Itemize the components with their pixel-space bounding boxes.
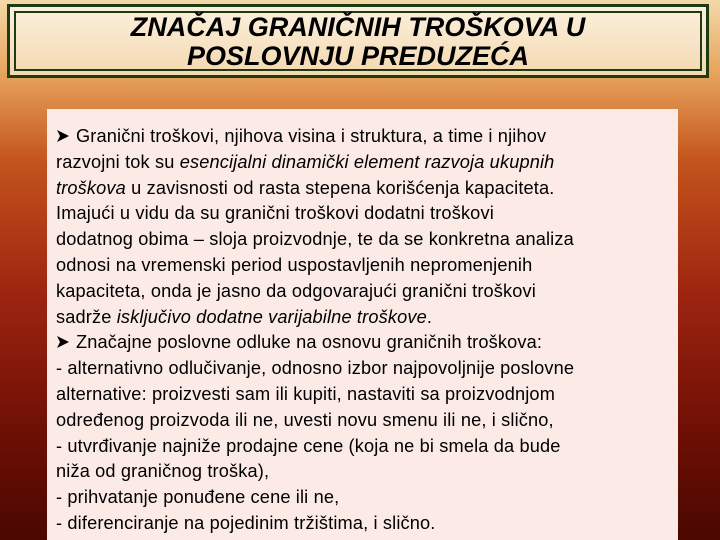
- text-line-5: dodatnog obima – sloja proizvodnje, te da se konkretna analiza: [56, 229, 574, 250]
- text-line-4: Imajući u vidu da su granični troškovi dodatni troškovi: [56, 203, 494, 224]
- text-line-2: [56, 150, 670, 176]
- text-line-3-italic: troškova: [56, 177, 126, 198]
- text-line-15: - prihvatanje ponuđene cene ili ne,: [56, 487, 340, 508]
- arrow-bullet-icon: [56, 129, 70, 143]
- arrow-bullet-icon: [56, 335, 70, 349]
- slide-title-line-1: ZNAČAJ GRANIČNIH TROŠKOVA U: [130, 12, 586, 42]
- text-line-13: - utvrđivanje najniže prodajne cene (koja ne bi smela da bude: [56, 435, 561, 456]
- title-frame: [7, 4, 709, 78]
- text-line-1: [56, 124, 670, 150]
- text-line-8-italic: isključivo dodatne varijabilne troškove: [116, 306, 427, 327]
- slide-title-line-2: POSLOVNJU PREDUZEĆA: [186, 41, 530, 71]
- text-line-2-plain: razvojni tok su: [56, 151, 180, 172]
- text-line-3: [56, 176, 670, 202]
- text-line-6: odnosi na vremenski period uspostavljenih nepromenjenih: [56, 254, 533, 275]
- text-line-2-italic: esencijalni dinamički element razvoja ukupnih: [179, 151, 555, 172]
- text-line-8-period: .: [426, 306, 433, 327]
- text-line-8: [56, 305, 670, 331]
- slide-title: [10, 13, 706, 71]
- text-line-9-content: Značajne poslovne odluke na osnovu graničnih troškova:: [76, 332, 543, 353]
- text-line-10: - alternativno odlučivanje, odnosno izbor najpovoljnije poslovne: [56, 358, 575, 379]
- text-line-11: alternative: proizvesti sam ili kupiti, nastaviti sa proizvodnjom: [56, 383, 555, 404]
- text-line-9: [56, 330, 670, 356]
- text-line-16: - diferenciranje na pojedinim tržištima, i slično.: [56, 512, 436, 533]
- content-panel: [47, 109, 678, 540]
- text-line-1-content: Granični troškovi, njihova visina i struktura, a time i njihov: [76, 126, 547, 146]
- text-line-12: određenog proizvoda ili ne, uvesti novu smenu ili ne, i slično,: [56, 409, 554, 430]
- text-line-14: niža od graničnog troška),: [56, 461, 270, 482]
- text-line-7: kapaciteta, onda je jasno da odgovarajući granični troškovi: [56, 280, 536, 301]
- text-line-3-plain: u zavisnosti od rasta stepena korišćenja kapaciteta.: [125, 177, 555, 198]
- text-line-8-plain: sadrže: [56, 306, 117, 327]
